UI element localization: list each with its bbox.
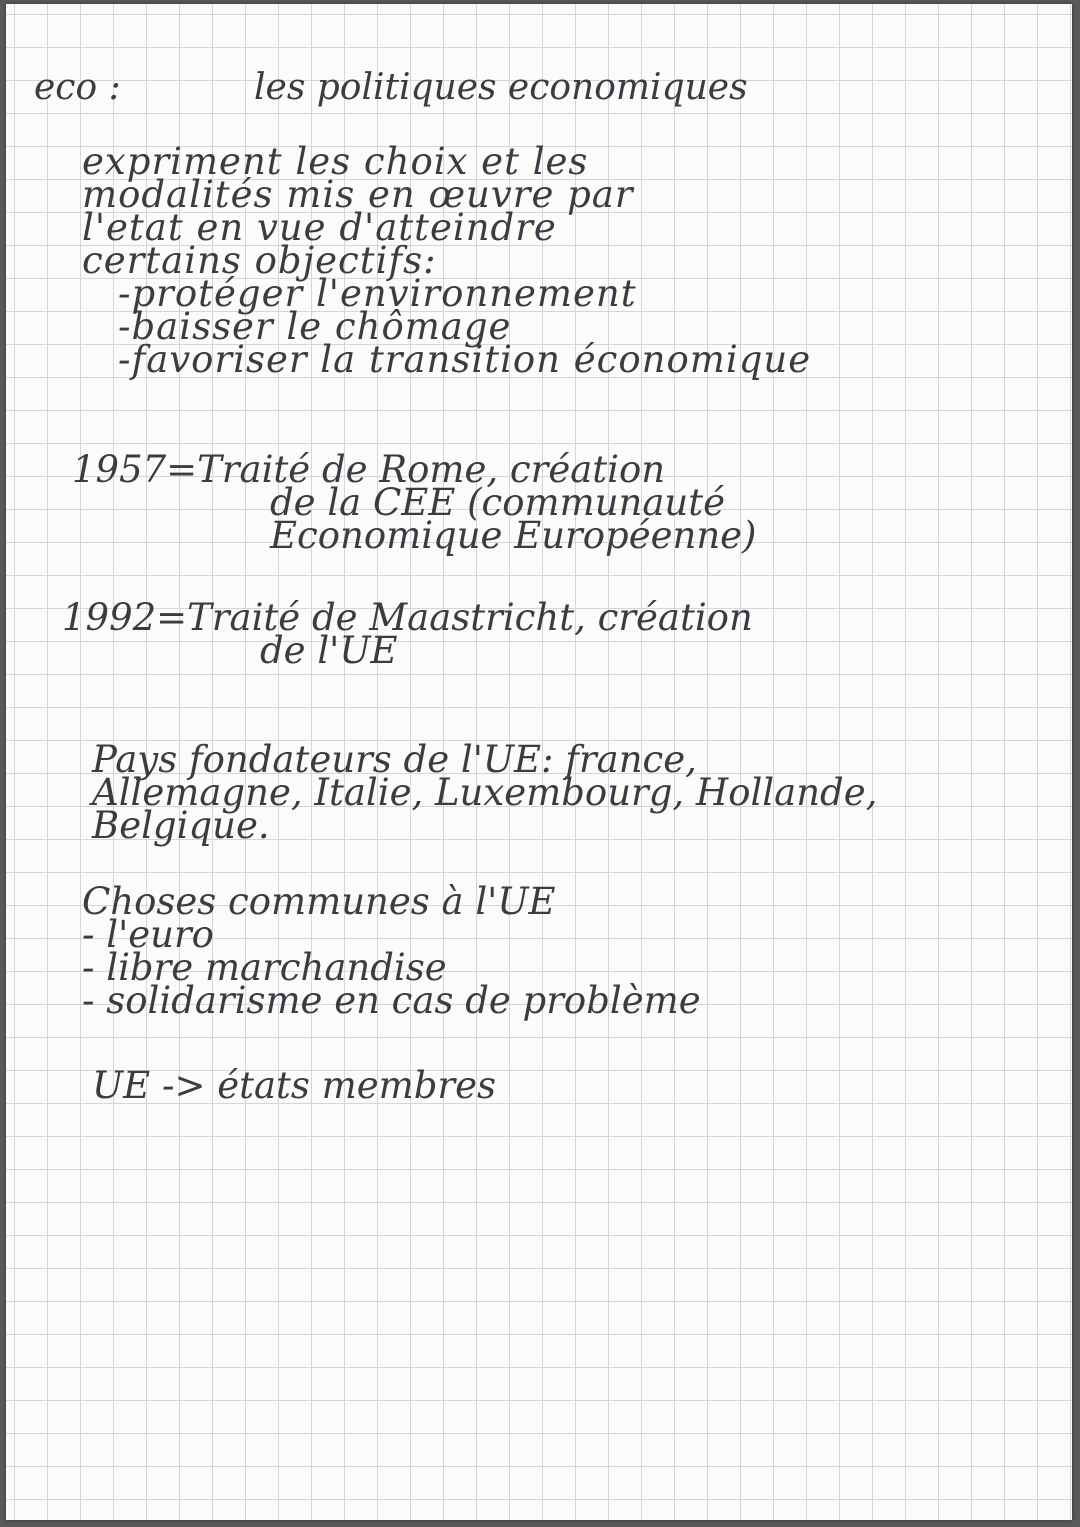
treaty-1957-block (72, 448, 757, 557)
note-title: les politiques economiques (254, 67, 748, 108)
treaty-1992-line: de l'UE (260, 629, 398, 672)
treaty-1957-line: de la CEE (communauté (270, 481, 726, 524)
treaty-1992-line: 1992=Traité de Maastricht, création (62, 596, 753, 639)
founders-line: Allemagne, Italie, Luxembourg, Hollande, (92, 771, 878, 814)
founders-block (92, 738, 878, 847)
objective-item: -favoriser la transition économique (118, 338, 812, 381)
objective-item: -baisser le chômage (118, 305, 512, 348)
definition-block (82, 140, 812, 381)
members-line: UE -> états membres (92, 1064, 496, 1107)
common-line: Choses communes à l'UE (82, 880, 556, 923)
objective-item: -protéger l'environnement (118, 272, 637, 315)
founders-line: Belgique. (92, 804, 270, 847)
definition-line: certains objectifs: (82, 239, 437, 282)
common-line: - libre marchandise (82, 946, 447, 989)
subject-label: eco : (34, 67, 121, 108)
definition-line: l'etat en vue d'atteindre (82, 206, 557, 249)
treaty-1957-line: 1957=Traité de Rome, création (72, 448, 666, 491)
definition-line: modalités mis en œuvre par (82, 173, 634, 216)
treaty-1992-block (62, 596, 753, 672)
founders-line: Pays fondateurs de l'UE: france, (92, 738, 697, 781)
common-block (82, 880, 701, 1022)
notebook-page (6, 4, 1072, 1520)
common-line: - solidarisme en cas de problème (82, 979, 701, 1022)
definition-line: expriment les choix et les (82, 140, 589, 183)
common-line: - l'euro (82, 913, 214, 956)
treaty-1957-line: Economique Européenne) (270, 514, 757, 557)
